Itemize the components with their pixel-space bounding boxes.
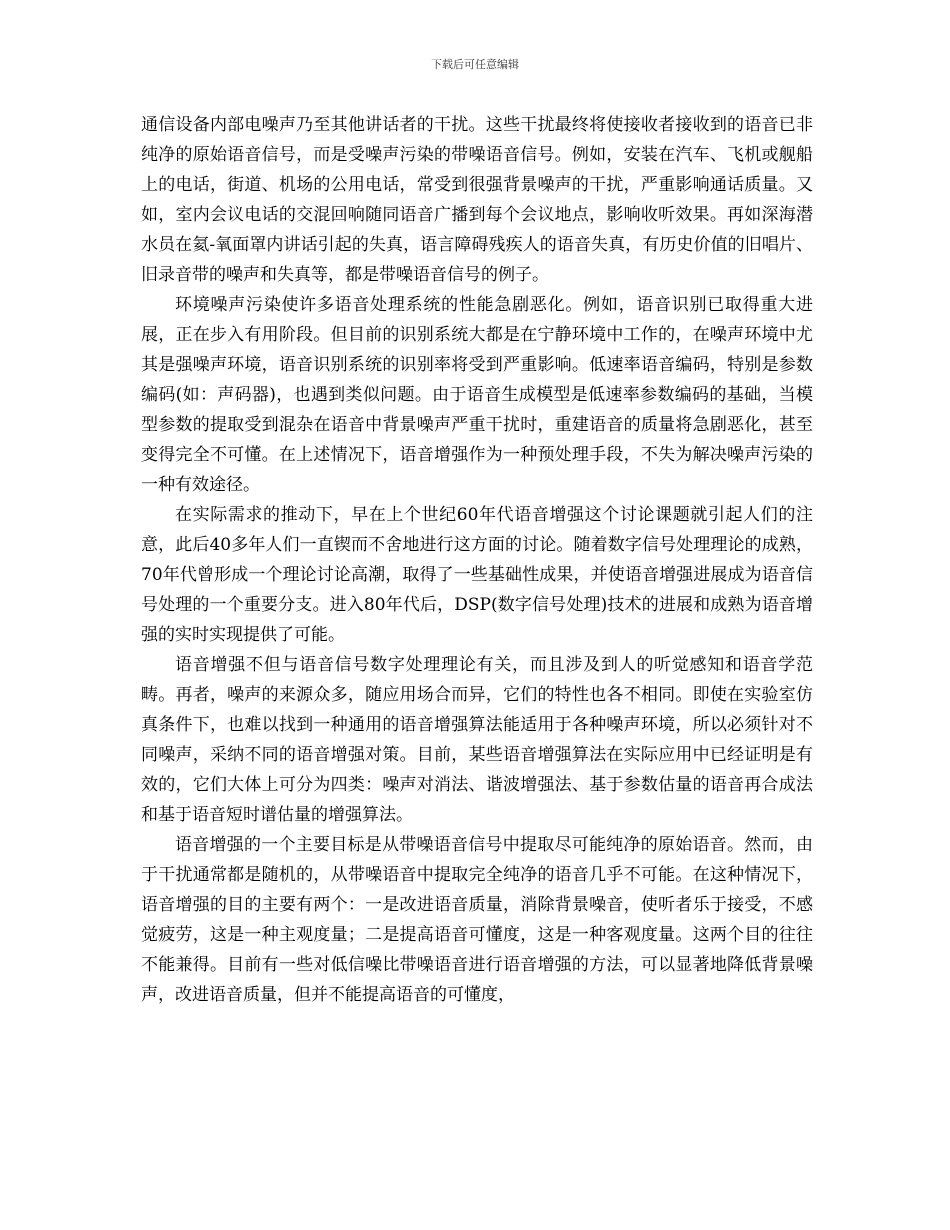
page-header: 下载后可任意编辑 [431,58,519,71]
paragraph-noise-pollution: 环境噪声污染使许多语音处理系统的性能急剧恶化。例如，语音识别已取得重大进展，正在步入有用阶段。但目前的识别系统大都是在宁静环境中工作的，在噪声环境中尤其是强噪声环境，语音识别系统的识别率将受到严重影响。低速率语音编码，特别是参数编码(如：声码器)，也遇到类似问题。由于语音生成模型是低速率参数编码的基础，当模型参数的提取受到混杂在语音中背景噪声严重干扰时，重建语音的质量将急剧恶化，甚至变得完全不可懂。在上述情况下，语音增强作为一种预处理手段，不失为解决噪声污染的一种有效途径。 [141,295,813,495]
paragraph-continuation: 通信设备内部电噪声乃至其他讲话者的干扰。这些干扰最终将使接收者接收到的语音已非纯净的原始语音信号，而是受噪声污染的带噪语音信号。例如，安装在汽车、飞机或舰船上的电话，街道、机场的公用电话，常受到很强背景噪声的干扰，严重影响通话质量。又如，室内会议电话的交混回响随同语音广播到每个会议地点，影响收听效果。再如深海潜水员在氦-氧面罩内讲话引起的失真，语言障碍残疾人的语音失真，有历史价值的旧唱片、旧录音带的噪声和失真等，都是带噪语音信号的例子。 [141,115,813,285]
paragraph-history: 在实际需求的推动下，早在上个世纪60年代语音增强这个讨论课题就引起人们的注意，此后40多年人们一直锲而不舍地进行这方面的讨论。随着数字信号处理理论的成熟，70年代曾形成一个理论讨论高潮，取得了一些基础性成果，并使语音增强进展成为语音信号处理的一个重要分支。进入80年代后，DSP(数字信号处理)技术的进展和成熟为语音增强的实时实现提供了可能。 [141,505,813,645]
paragraph-algorithms: 语音增强不但与语音信号数字处理理论有关，而且涉及到人的听觉感知和语音学范畴。再者，噪声的来源众多，随应用场合而异，它们的特性也各不相同。即使在实验室仿真条件下，也难以找到一种通用的语音增强算法能适用于各种噪声环境，所以必须针对不同噪声，采纳不同的语音增强对策。目前，某些语音增强算法在实际应用中已经证明是有效的，它们大体上可分为四类：噪声对消法、谐波增强法、基于参数估量的语音再合成法和基于语音短时谱估量的增强算法。 [141,655,813,825]
document-body [141,110,813,1010]
paragraph-goals: 语音增强的一个主要目标是从带噪语音信号中提取尽可能纯净的原始语音。然而，由于干扰通常都是随机的，从带噪语音中提取完全纯净的语音几乎不可能。在这种情况下，语音增强的目的主要有两个：一是改进语音质量，消除背景噪音，使听者乐于接受，不感觉疲劳，这是一种主观度量；二是提高语音可懂度，这是一种客观度量。这两个目的往往不能兼得。目前有一些对低信噪比带噪语音进行语音增强的方法，可以显著地降低背景噪声，改进语音质量，但并不能提高语音的可懂度， [141,835,813,1005]
